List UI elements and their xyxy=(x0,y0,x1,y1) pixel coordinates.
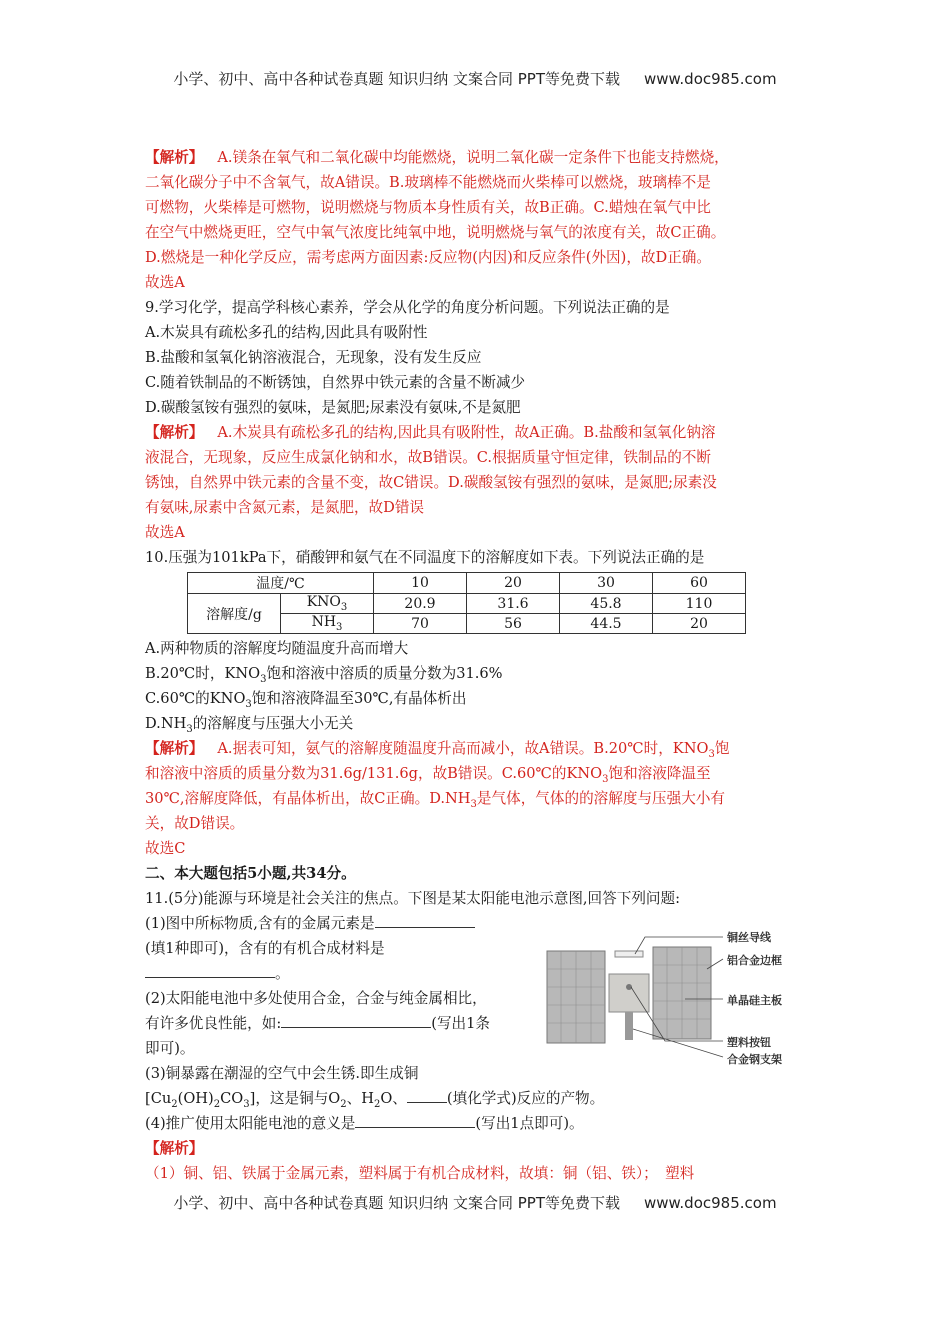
table-cell: 20.9 xyxy=(374,594,467,614)
figure-label: 塑料按钮 xyxy=(727,1036,771,1049)
q8-analysis-line: 可燃物，火柴棒是可燃物，说明燃烧与物质本身性质有关，故B正确。C.蜡烛在氧气中比 xyxy=(145,199,711,216)
section-heading: 二、本大题包括5小题,共34分。 xyxy=(145,865,356,882)
q9-answer: 故选A xyxy=(145,524,185,541)
q11-part1: (填1种即可)，含有的有机合成材料是 xyxy=(145,940,385,957)
q11-analysis-tag: 【解析】 xyxy=(145,1140,204,1157)
table-cell: 31.6 xyxy=(467,594,560,614)
q10-analysis-line: 【解析】 A.据表可知，氨气的溶解度随温度升高而减小，故A错误。B.20℃时，$KNO_3$饱 xyxy=(145,740,730,760)
q9-option-d: D.碳酸氢铵有强烈的氨味，是氮肥;尿素没有氨味,不是氮肥 xyxy=(145,399,521,416)
q10-answer: 故选C xyxy=(145,840,186,857)
figure-label: 合金钢支架 xyxy=(727,1053,782,1066)
table-cell: 45.8 xyxy=(560,594,653,614)
q11-part1: 。 xyxy=(145,961,535,986)
table-cell: 56 xyxy=(467,614,560,634)
q9-analysis-line: 【解析】 A.木炭具有疏松多孔的结构,因此具有吸附性，故A正确。B.盐酸和氢氧化钠溶 xyxy=(145,424,716,441)
q10-analysis-line: 关，故D错误。 xyxy=(145,815,245,832)
solubility-table xyxy=(187,572,746,634)
answer-blank[interactable] xyxy=(145,961,275,978)
q11-part1: (1)图中所标物质,含有的金属元素是 xyxy=(145,911,535,936)
q9-option-b: B.盐酸和氢氧化钠溶液混合，无现象，没有发生反应 xyxy=(145,349,482,366)
figure-label: 铜丝导线 xyxy=(727,931,771,944)
q10-option-c: C.60℃的$KNO_3$饱和溶液降温至30℃,有晶体析出 xyxy=(145,690,467,710)
page-footer xyxy=(0,1192,950,1213)
q9-option-a: A.木炭具有疏松多孔的结构,因此具有吸附性 xyxy=(145,324,428,341)
q8-analysis-line: D.燃烧是一种化学反应，需考虑两方面因素:反应物(内因)和反应条件(外因)，故D正确。 xyxy=(145,249,711,266)
q11-part4: (4)推广使用太阳能电池的意义是 (写出1点即可)。 xyxy=(145,1111,813,1136)
answer-blank[interactable] xyxy=(281,1011,431,1028)
q11-part2: 即可)。 xyxy=(145,1040,195,1057)
table-header-cell: 60 xyxy=(653,573,746,594)
page-header xyxy=(0,68,950,89)
table-cell: $KNO_3$ xyxy=(281,594,374,614)
q11-part2: 有许多优良性能，如: (写出1条 xyxy=(145,1011,535,1036)
table-cell: 110 xyxy=(653,594,746,614)
q8-answer: 故选A xyxy=(145,274,185,291)
q11-analysis-line: （1）铜、铝、铁属于金属元素，塑料属于有机合成材料，故填：铜（铝、铁）； 塑料 xyxy=(145,1165,695,1182)
table-row-label: 溶解度/g xyxy=(188,594,281,634)
figure-label: 单晶硅主板 xyxy=(727,994,782,1007)
q9-analysis-line: 液混合，无现象，反应生成氯化钠和水，故B错误。C.根据质量守恒定律，铁制品的不断 xyxy=(145,449,711,466)
q10-analysis-line: 和溶液中溶质的质量分数为31.6g/131.6g，故B错误。C.60℃的$KNO_3$饱和溶液降温至 xyxy=(145,765,711,785)
header-text: 小学、初中、高中各种试卷真题 知识归纳 文案合同 PPT等免费下载 xyxy=(173,70,620,88)
q9-option-c: C.随着铁制品的不断锈蚀，自然界中铁元素的含量不断减少 xyxy=(145,374,526,391)
table-cell: 70 xyxy=(374,614,467,634)
document-body xyxy=(145,145,813,1186)
q10-option-d: $D.NH_3$的溶解度与压强大小无关 xyxy=(145,715,354,735)
figure-label: 铝合金边框 xyxy=(727,954,782,967)
table-header-cell: 30 xyxy=(560,573,653,594)
copper-wire xyxy=(615,951,643,957)
table-header-cell: 10 xyxy=(374,573,467,594)
footer-text: 小学、初中、高中各种试卷真题 知识归纳 文案合同 PPT等免费下载 xyxy=(173,1194,620,1212)
q8-analysis-line: 【解析】 A.镁条在氧气和二氧化碳中均能燃烧，说明二氧化碳一定条件下也能支持燃烧， xyxy=(145,149,729,166)
alloy-steel-stand xyxy=(625,1012,633,1040)
table-row xyxy=(188,594,746,614)
q11-part3: $[Cu_2(OH)_2CO_3]$，这是铜与$O_2$、$H_2O$、 (填化学式)反应的产物。 xyxy=(145,1086,813,1111)
q10-option-a: A.两种物质的溶解度均随温度升高而增大 xyxy=(145,640,409,657)
q10-analysis-line: 30℃,溶解度降低，有晶体析出，故C正确。$D.NH_3$是气体，气体的的溶解度与压强大小有 xyxy=(145,790,726,810)
table-cell: 44.5 xyxy=(560,614,653,634)
q10-option-b: B.20℃时，$KNO_3$饱和溶液中溶质的质量分数为31.6% xyxy=(145,665,503,685)
table-row xyxy=(188,573,746,594)
q10-stem: 10.压强为101kPa下，硝酸钾和氨气在不同温度下的溶解度如下表。下列说法正确的是 xyxy=(145,549,705,566)
table-header-cell: 20 xyxy=(467,573,560,594)
q11-part3: (3)铜暴露在潮湿的空气中会生锈.即生成铜 xyxy=(145,1065,419,1082)
q8-analysis-line: 在空气中燃烧更旺，空气中氧气浓度比纯氧中地，说明燃烧与氧气的浓度有关，故C正确。 xyxy=(145,224,726,241)
header-url[interactable]: www.doc985.com xyxy=(643,70,777,88)
q11-block xyxy=(145,911,813,1136)
answer-blank[interactable] xyxy=(375,911,475,928)
q9-stem: 9.学习化学，提高学科核心素养，学会从化学的角度分析问题。下列说法正确的是 xyxy=(145,299,670,316)
q9-analysis-line: 有氨味,尿素中含氮元素，是氮肥，故D错误 xyxy=(145,499,425,516)
q9-analysis-line: 锈蚀，自然界中铁元素的含量不变，故C错误。D.碳酸氢铵有强烈的氨味，是氮肥;尿素没 xyxy=(145,474,717,491)
q11-part2: (2)太阳能电池中多处使用合金，合金与纯金属相比， xyxy=(145,990,487,1007)
solar-panel-figure xyxy=(545,929,805,1069)
q8-analysis-line: 二氧化碳分子中不含氧气，故A错误。B.玻璃棒不能燃烧而火柴棒可以燃烧，玻璃棒不是 xyxy=(145,174,711,191)
q11-stem: 11.(5分)能源与环境是社会关注的焦点。下图是某太阳能电池示意图,回答下列问题: xyxy=(145,890,681,907)
table-cell: $NH_3$ xyxy=(281,614,374,634)
table-cell: 20 xyxy=(653,614,746,634)
table-header-cell: 温度/℃ xyxy=(188,573,374,594)
footer-url[interactable]: www.doc985.com xyxy=(643,1194,777,1212)
